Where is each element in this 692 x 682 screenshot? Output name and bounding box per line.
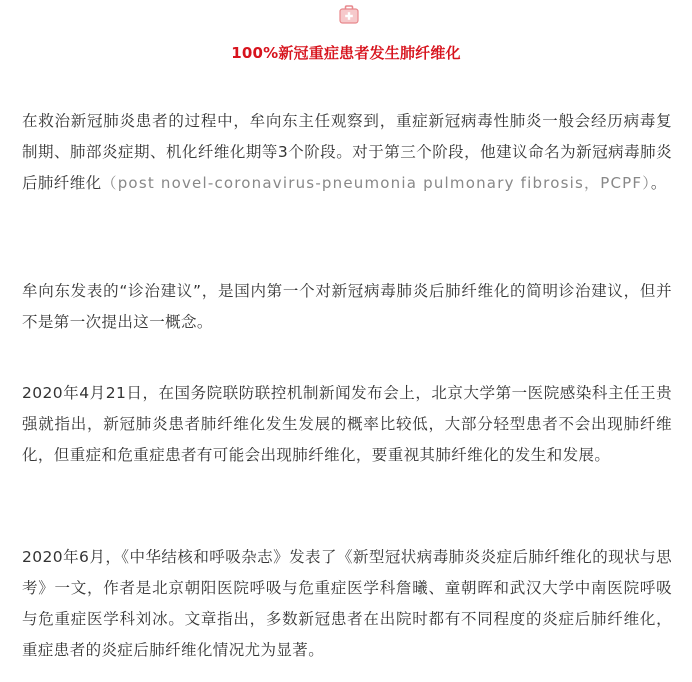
paragraph-2: 牟向东发表的“诊治建议”，是国内第一个对新冠病毒肺炎后肺纤维化的简明诊治建议，但并不是第一次提出这一概念。 [22,282,672,331]
paragraph-1 [22,106,672,199]
paragraph-4: 2020年6月，《中华结核和呼吸杂志》发表了《新型冠状病毒肺炎炎症后肺纤维化的现状与思考》一文，作者是北京朝阳医院呼吸与危重症医学科詹曦、童朝晖和武汉大学中南医院呼吸与危重症医学科刘冰。文章指出，多数新冠患者在出院时都有不同程度的炎症后肺纤维化，重症患者的炎症后肺纤维化情况尤为显著。 [22,548,672,659]
article-title: 100%新冠重症患者发生肺纤维化 [231,44,461,62]
paragraph-3: 2020年4月21日，在国务院联防联控机制新闻发布会上，北京大学第一医院感染科主任王贵强就指出，新冠肺炎患者肺纤维化发生发展的概率比较低，大部分轻型患者不会出现肺纤维化，但重症和危重症患者有可能会出现肺纤维化，要重视其肺纤维化的发生和发展。 [22,384,672,464]
paragraph-1-latin-term: （post novel-coronavirus-pneumonia pulmonary fibrosis，PCPF） [101,174,651,192]
paragraph-1-text: 在救治新冠肺炎患者的过程中，牟向东主任观察到，重症新冠病毒性肺炎一般会经历病毒复制期、肺部炎症期、机化纤维化期等3个阶段。对于第三个阶段，他建议命名为新冠病毒肺炎后肺纤维化 [22,112,672,192]
medical-kit-icon [338,4,360,26]
paragraph-1-end: 。 [650,174,667,192]
